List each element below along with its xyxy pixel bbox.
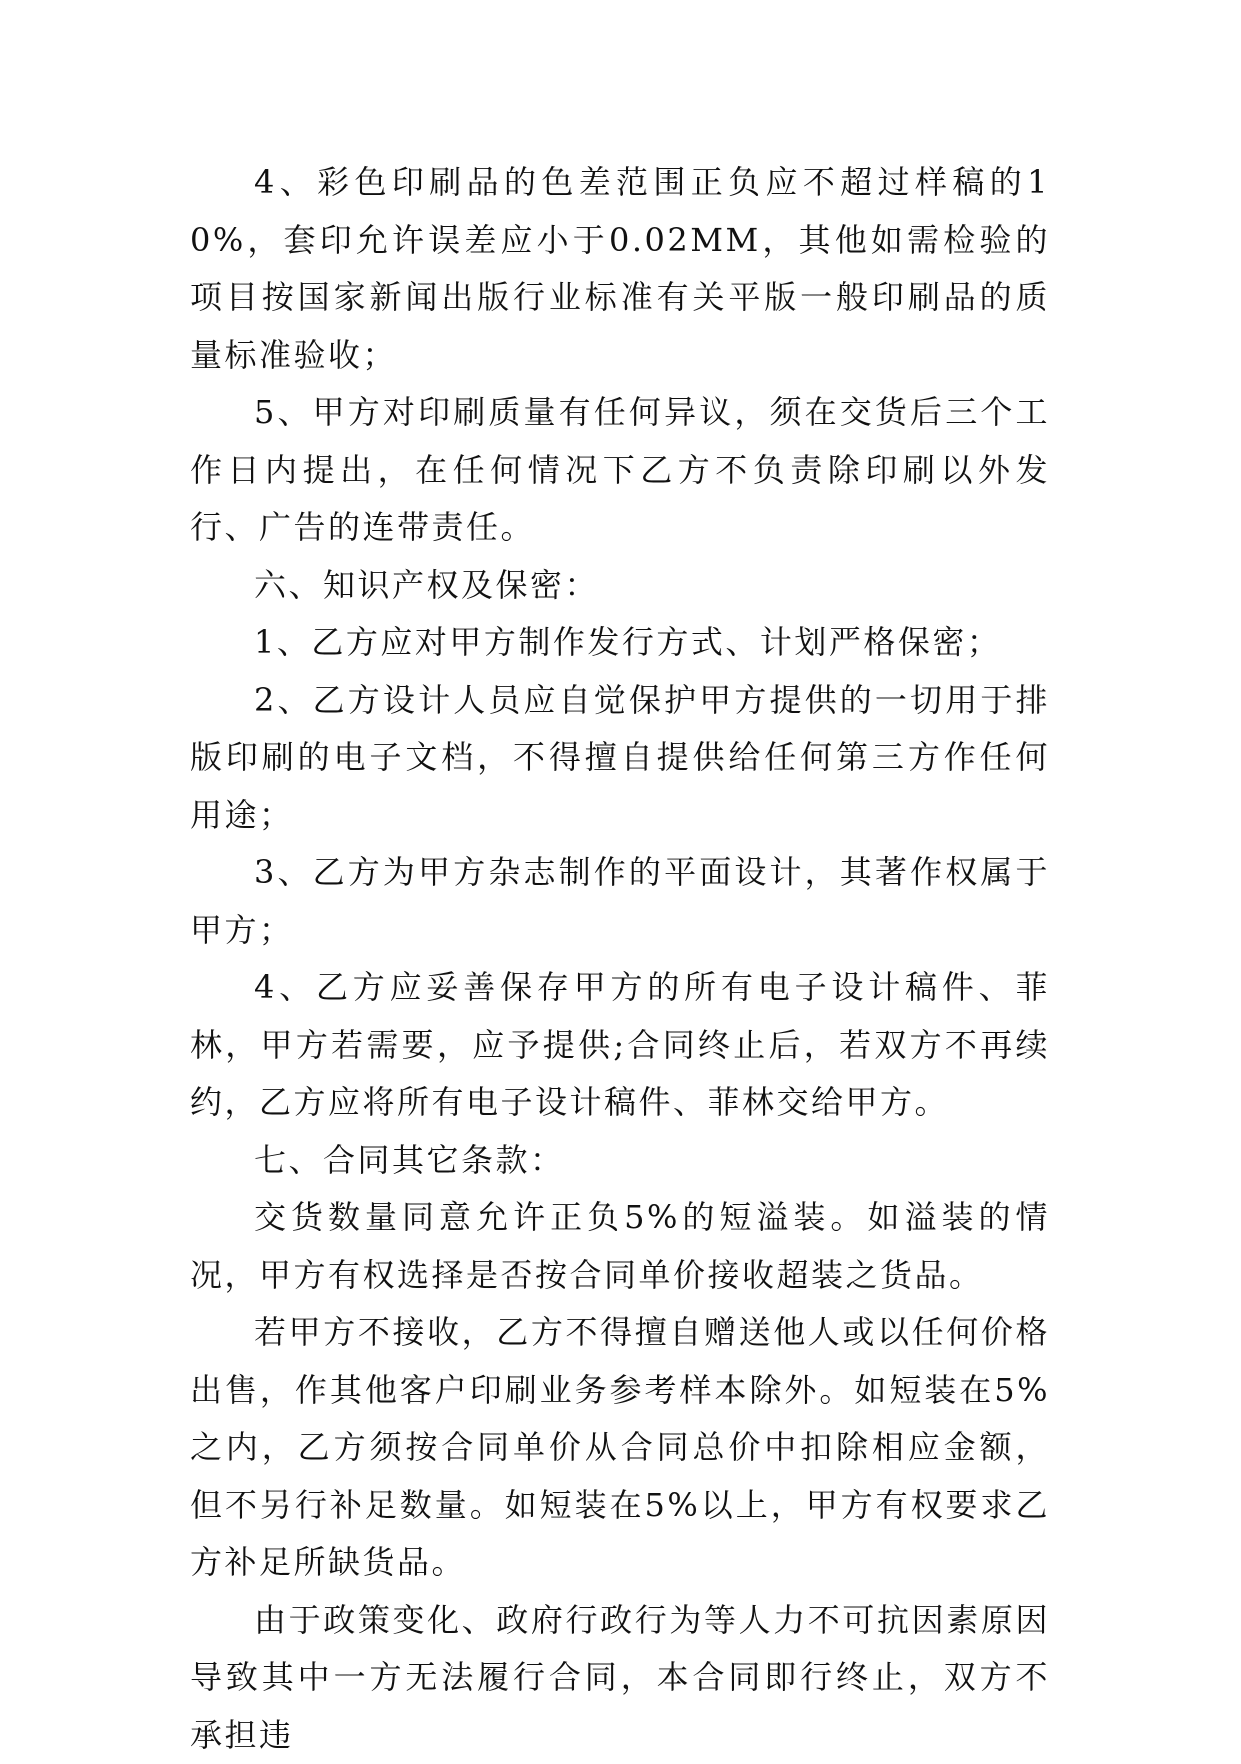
clause-force-majeure: 由于政策变化、政府行政行为等人力不可抗因素原因导致其中一方无法履行合同，本合同即行终止，双方不承担违 (190, 1592, 1050, 1764)
document-body (190, 154, 1050, 1764)
clause-file-retention: 4、乙方应妥善保存甲方的所有电子设计稿件、菲林，甲方若需要，应予提供;合同终止后，若双方不再续约，乙方应将所有电子设计稿件、菲林交给甲方。 (190, 959, 1050, 1132)
clause-quality-objection: 5、甲方对印刷质量有任何异议，须在交货后三个工作日内提出，在任何情况下乙方不负责除印刷以外发行、广告的连带责任。 (190, 384, 1050, 557)
clause-copyright: 3、乙方为甲方杂志制作的平面设计，其著作权属于甲方； (190, 844, 1050, 959)
clause-quantity-tolerance: 交货数量同意允许正负5%的短溢装。如溢装的情况，甲方有权选择是否按合同单价接收超装之货品。 (190, 1189, 1050, 1304)
clause-color-tolerance: 4、彩色印刷品的色差范围正负应不超过样稿的10%，套印允许误差应小于0.02MM，其他如需检验的项目按国家新闻出版行业标准有关平版一般印刷品的质量标准验收； (190, 154, 1050, 384)
section-heading-other-terms: 七、合同其它条款： (190, 1132, 1050, 1190)
clause-document-protection: 2、乙方设计人员应自觉保护甲方提供的一切用于排版印刷的电子文档，不得擅自提供给任何第三方作任何用途； (190, 672, 1050, 845)
clause-confidentiality: 1、乙方应对甲方制作发行方式、计划严格保密； (190, 614, 1050, 672)
clause-excess-shortage: 若甲方不接收，乙方不得擅自赠送他人或以任何价格出售，作其他客户印刷业务参考样本除外。如短装在5%之内，乙方须按合同单价从合同总价中扣除相应金额，但不另行补足数量。如短装在5%以上，甲方有权要求乙方补足所缺货品。 (190, 1304, 1050, 1592)
section-heading-ip-confidentiality: 六、知识产权及保密： (190, 557, 1050, 615)
